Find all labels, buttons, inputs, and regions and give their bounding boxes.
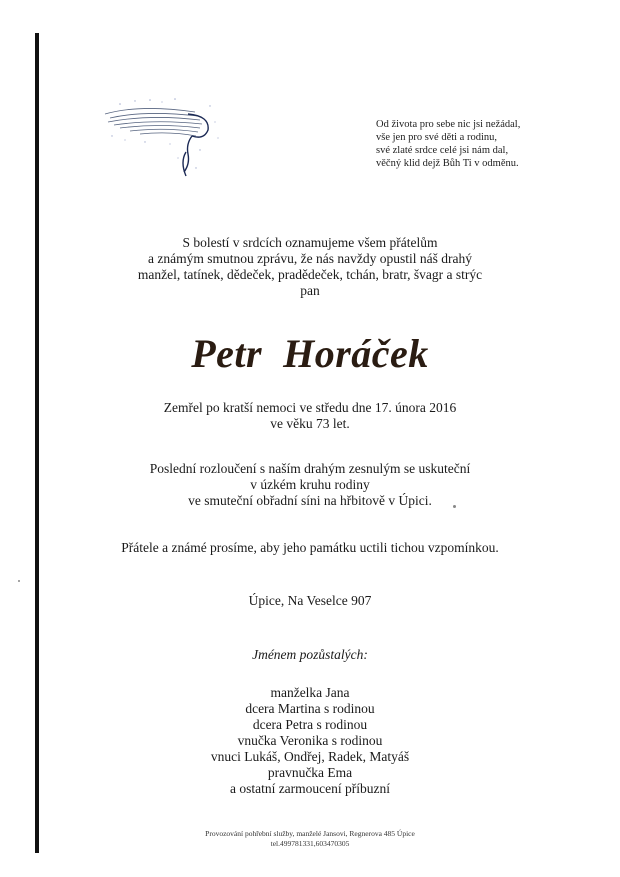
remembrance-request-text: Přátele a známé prosíme, aby jeho památku uctili tichou vzpomínkou. (121, 540, 499, 555)
mourner-item: vnučka Veronika s rodinou (237, 733, 383, 748)
memorial-poem (376, 118, 520, 170)
announcement-line: a známým smutnou zprávu, že nás navždy opustil náš drahý (148, 251, 472, 266)
poem-line: vše jen pro své děti a rodinu, (376, 132, 498, 143)
scan-speck (18, 580, 20, 582)
footer-line: Provozování pohřební služby, manželé Jansovi, Regnerova 485 Úpice (205, 829, 415, 838)
deceased-first-name: Petr (191, 331, 263, 376)
remembrance-request (0, 540, 620, 556)
mourner-item: dcera Martina s rodinou (245, 701, 375, 716)
announcement-line: manžel, tatínek, dědeček, pradědeček, tchán, bratr, švagr a strýc (137, 267, 483, 282)
funeral-service-footer (0, 829, 620, 849)
mourners-list (0, 685, 620, 797)
funeral-info (0, 461, 620, 509)
mourner-item: manželka Jana (270, 685, 350, 700)
mourners-heading (0, 647, 620, 663)
funeral-info-line: ve smuteční obřadní síni na hřbitově v Úpici. (188, 493, 432, 508)
mourner-item: dcera Petra s rodinou (252, 717, 368, 732)
poem-line: své zlaté srdce celé jsi nám dal, (376, 145, 509, 156)
footer-line: tel.499781331,603470305 (270, 839, 350, 848)
announcement-line: pan (300, 283, 320, 298)
announcement-line: S bolestí v srdcích oznamujeme všem přátelům (182, 235, 438, 250)
poem-line: věčný klid dejž Bůh Ti v odměnu. (376, 158, 519, 169)
funeral-info-line: Poslední rozloučení s naším drahým zesnulým se uskuteční (149, 461, 471, 476)
funeral-info-line: v úzkém kruhu rodiny (250, 477, 370, 492)
deceased-last-name: Horáček (283, 331, 429, 376)
dove-emblem-icon (100, 92, 230, 192)
scan-speck (453, 505, 456, 508)
mourner-item: vnuci Lukáš, Ondřej, Radek, Matyáš (210, 749, 410, 764)
mourners-title: Jménem pozůstalých: (252, 647, 368, 662)
death-info (0, 400, 620, 432)
death-info-line: Zemřel po kratší nemoci ve středu dne 17. února 2016 (163, 400, 457, 415)
mourner-item: pravnučka Ema (267, 765, 353, 780)
death-info-line: ve věku 73 let. (270, 416, 350, 431)
announcement (0, 235, 620, 299)
mourner-item: a ostatní zarmoucení příbuzní (229, 781, 391, 796)
poem-line: Od života pro sebe nic jsi nežádal, (376, 119, 521, 130)
address (0, 593, 620, 609)
address-text: Úpice, Na Veselce 907 (248, 593, 372, 608)
deceased-name (0, 330, 620, 377)
